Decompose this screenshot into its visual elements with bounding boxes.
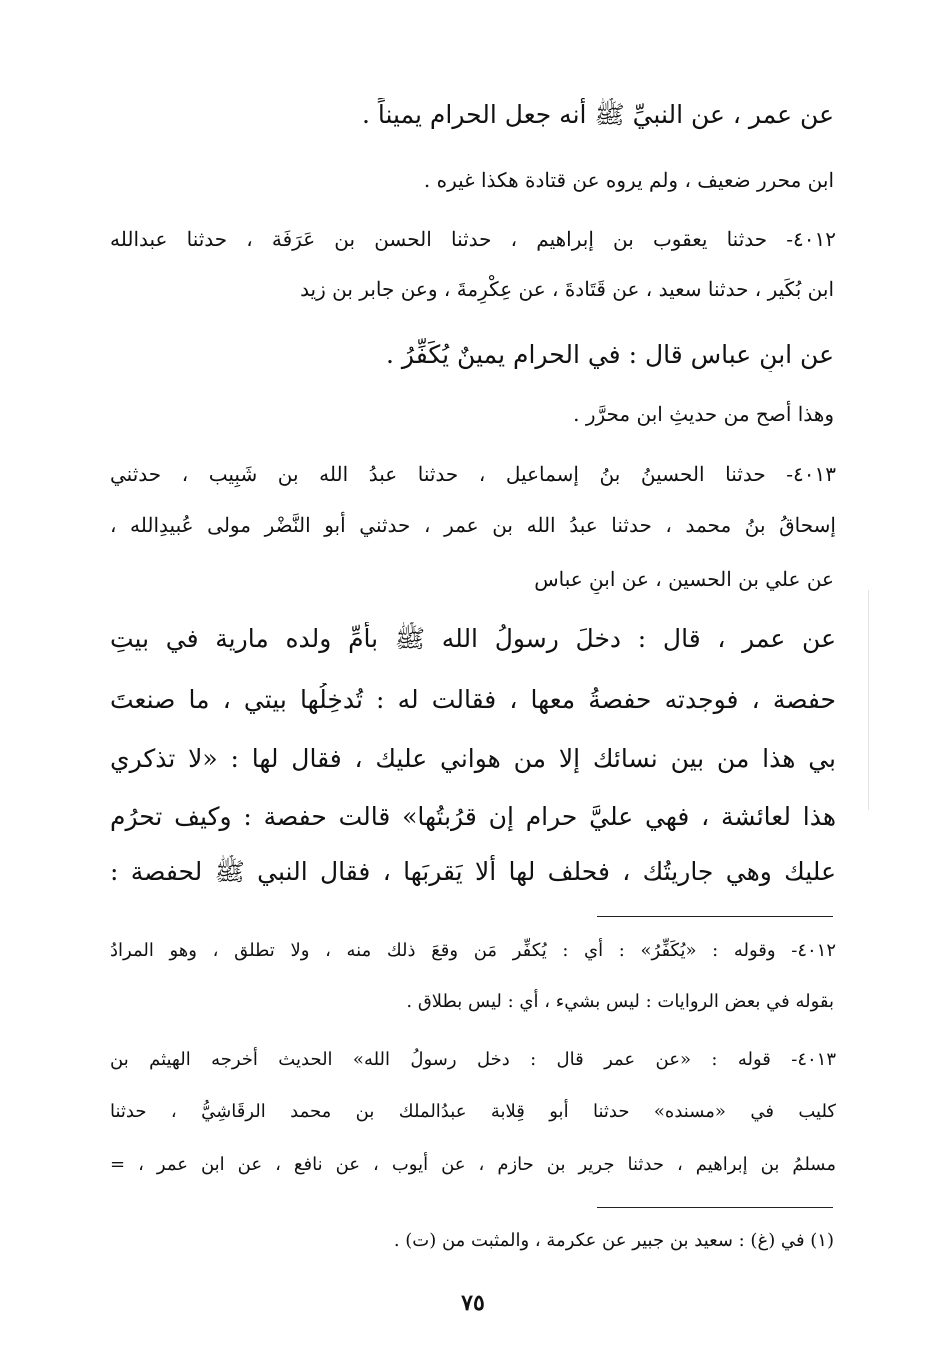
footnote-line: (١) في (غ) : سعيد بن جبير عن عكرمة ، والمثبت من (ت) . [393, 1230, 834, 1251]
hadith-text-line: بي هذا من بين نسائك إلا من هواني عليك ، فقال لها : «لا تذكري [110, 744, 836, 773]
commentary-line: ٤٠١٢- وقوله : «يُكَفِّرُ» : أي : يُكفِّر مَن وقعَ ذلك منه ، ولا تطلق ، وهو المرادُ [110, 940, 836, 961]
page-number: ٧٥ [461, 1290, 485, 1316]
commentary-line: بقوله في بعض الروايات : ليس بشيء ، أي : ليس بطلاق . [406, 991, 834, 1012]
hadith-text-line: حفصة ، فوجدته حفصةُ معها ، فقالت له : تُدخِلُها بيتي ، ما صنعتَ [110, 685, 836, 714]
scan-edge-mark [868, 590, 869, 810]
commentary-separator [597, 916, 833, 917]
main-text-line: وهذا أصح من حديثِ ابن محرَّر . [573, 402, 834, 426]
footnote-separator [597, 1207, 833, 1208]
hadith-text-line: عن عمر ، قال : دخلَ رسولُ الله ﷺ بأمِّ ولده مارية في بيتِ [110, 624, 836, 653]
hadith-text-line: عليك وهي جاريتُك ، فحلف لها ألا يَقربَها ، فقال النبي ﷺ لحفصة : [110, 857, 836, 886]
commentary-line: ٤٠١٣- قوله : «عن عمر قال : دخل رسولُ الله» الحديث أخرجه الهيثم بن [110, 1049, 836, 1070]
commentary-line: مسلمُ بن إبراهيم ، حدثنا جرير بن حازم ، عن أيوب ، عن نافع ، عن ابن عمر ، = [110, 1154, 836, 1175]
hadith-4013-line: عن علي بن الحسين ، عن ابنِ عباس [534, 567, 834, 591]
main-text-line: ابن محرر ضعيف ، ولم يروه عن قتادة هكذا غيره . [423, 168, 834, 192]
hadith-4012-line: ٤٠١٢- حدثنا يعقوب بن إبراهيم ، حدثنا الحسن بن عَرَفَة ، حدثنا عبدالله [110, 227, 836, 251]
commentary-line: كليب في «مسنده» حدثنا أبو قِلابة عبدُالملك بن محمد الرقَاشِيُّ ، حدثنا [110, 1101, 836, 1122]
main-text-line: عن عمر ، عن النبيِّ ﷺ أنه جعل الحرام يميناً . [361, 100, 834, 129]
main-text-line: عن ابنِ عباس قال : في الحرام يمينٌ يُكَفِّرُ . [386, 340, 834, 369]
hadith-text-line: هذا لعائشة ، فهي عليَّ حرام إن قرُبتُها» قالت حفصة : وكيف تحرُم [110, 802, 836, 831]
hadith-4012-line: ابن بُكَير ، حدثنا سعيد ، عن قَتَادةَ ، عن عِكْرِمةَ ، وعن جابر بن زيد [300, 277, 834, 301]
hadith-4013-line: ٤٠١٣- حدثنا الحسينُ بنُ إسماعيل ، حدثنا عبدُ الله بن شَبِيب ، حدثني [110, 462, 836, 486]
hadith-4013-line: إسحاقُ بنُ محمد ، حدثنا عبدُ الله بن عمر ، حدثني أبو النَّضْر مولى عُبيدِالله ، [110, 513, 836, 537]
